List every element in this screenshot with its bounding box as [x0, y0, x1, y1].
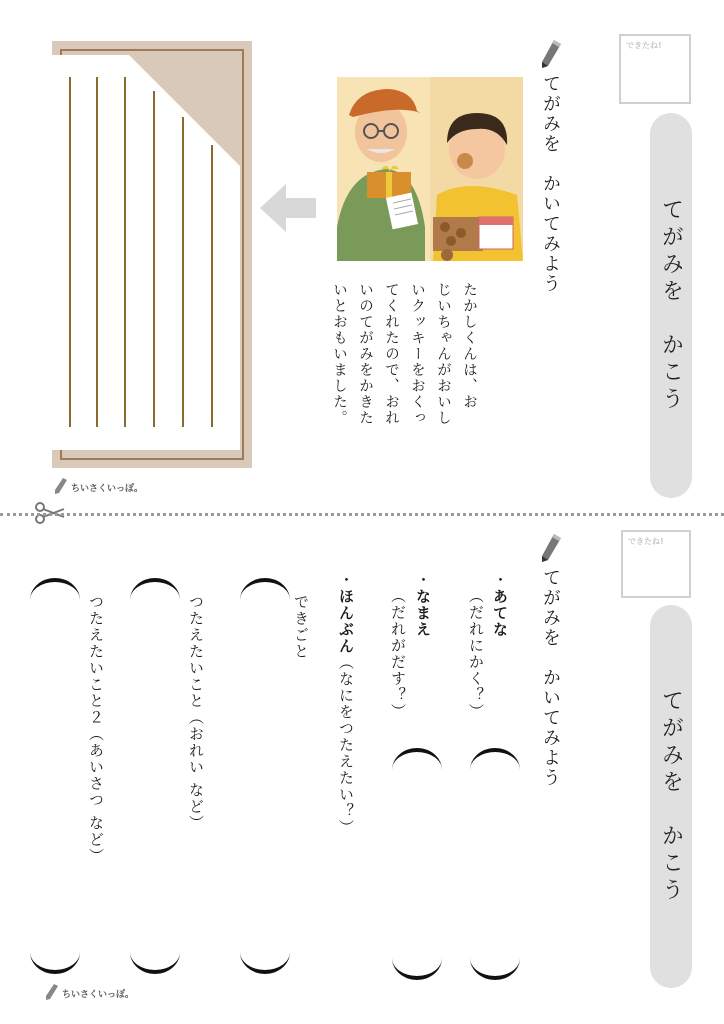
brand-pencil-icon — [44, 983, 60, 1001]
body-item-dekigoto: できごと — [292, 594, 310, 660]
page-title: てがみを かこう — [658, 688, 684, 905]
subtitle-bottom: てがみを かいてみよう — [540, 568, 561, 788]
story-line: じいちゃんがおいし — [435, 282, 451, 426]
letter-paper-lines — [40, 55, 240, 450]
field-honbun-label — [336, 572, 357, 836]
brand-logo: ちいさくいっぽ。 — [62, 990, 135, 1000]
story-text — [326, 282, 482, 472]
story-line: いとおもいました。 — [331, 282, 347, 426]
subtitle: てがみを かいてみよう — [540, 74, 561, 294]
dekigoto-write-area[interactable] — [244, 604, 284, 950]
body-item-tsutaetai2: つたえたいこと２（あいさつ など） — [87, 594, 105, 865]
namae-label: なまえ — [414, 588, 432, 638]
pencil-icon — [538, 532, 564, 564]
namae-close-bracket — [392, 958, 442, 980]
bullet: ・ — [414, 572, 432, 589]
tsutaetai-open-bracket — [130, 578, 180, 600]
done-label: できたね! — [628, 537, 664, 546]
tsutaetai-write-area[interactable] — [134, 604, 174, 950]
page-title-pill-bottom — [650, 605, 692, 988]
story-line: いクッキーをおくっ — [409, 282, 425, 426]
story-line: たかしくんは、お — [461, 282, 477, 410]
atena-write-area[interactable] — [475, 770, 515, 958]
story-line: てくれたので、おれ — [383, 282, 399, 426]
tsutaetai2-open-bracket — [30, 578, 80, 600]
page-title-pill — [650, 113, 692, 498]
atena-close-bracket — [470, 958, 520, 980]
dekigoto-open-bracket — [240, 578, 290, 600]
brand-pencil-icon — [53, 477, 69, 495]
illustration-grandpa-and-boy — [337, 77, 523, 261]
done-stamp-box — [619, 34, 691, 104]
tsutaetai2-close-bracket — [30, 952, 80, 974]
atena-open-bracket — [470, 748, 520, 770]
namae-open-bracket — [392, 748, 442, 770]
done-label: できたね! — [626, 41, 662, 50]
tsutaetai2-write-area[interactable] — [34, 604, 74, 950]
field-namae-label — [413, 572, 434, 638]
bullet: ・ — [491, 572, 509, 589]
page-title: てがみを かこう — [658, 197, 684, 414]
brand-logo: ちいさくいっぽ。 — [71, 484, 144, 494]
honbun-hint: （なにをつたえたい？） — [337, 654, 355, 836]
dekigoto-close-bracket — [240, 952, 290, 974]
namae-write-area[interactable] — [397, 770, 437, 958]
field-atena-hint: （だれにかく？） — [467, 588, 485, 720]
done-stamp-box-bottom — [621, 530, 691, 598]
body-item-tsutaetai: つたえたいこと（おれい など） — [187, 594, 205, 832]
cut-line — [0, 513, 724, 516]
story-line: いのてがみをかきた — [357, 282, 373, 426]
honbun-label: ほんぶん — [337, 588, 355, 655]
atena-label: あてな — [491, 588, 509, 638]
pencil-icon — [538, 38, 564, 70]
bullet: ・ — [337, 572, 355, 589]
field-namae-hint: （だれがだす？） — [389, 588, 407, 720]
field-atena-label — [490, 572, 511, 638]
tsutaetai-close-bracket — [130, 952, 180, 974]
arrow-left-icon — [258, 178, 318, 238]
